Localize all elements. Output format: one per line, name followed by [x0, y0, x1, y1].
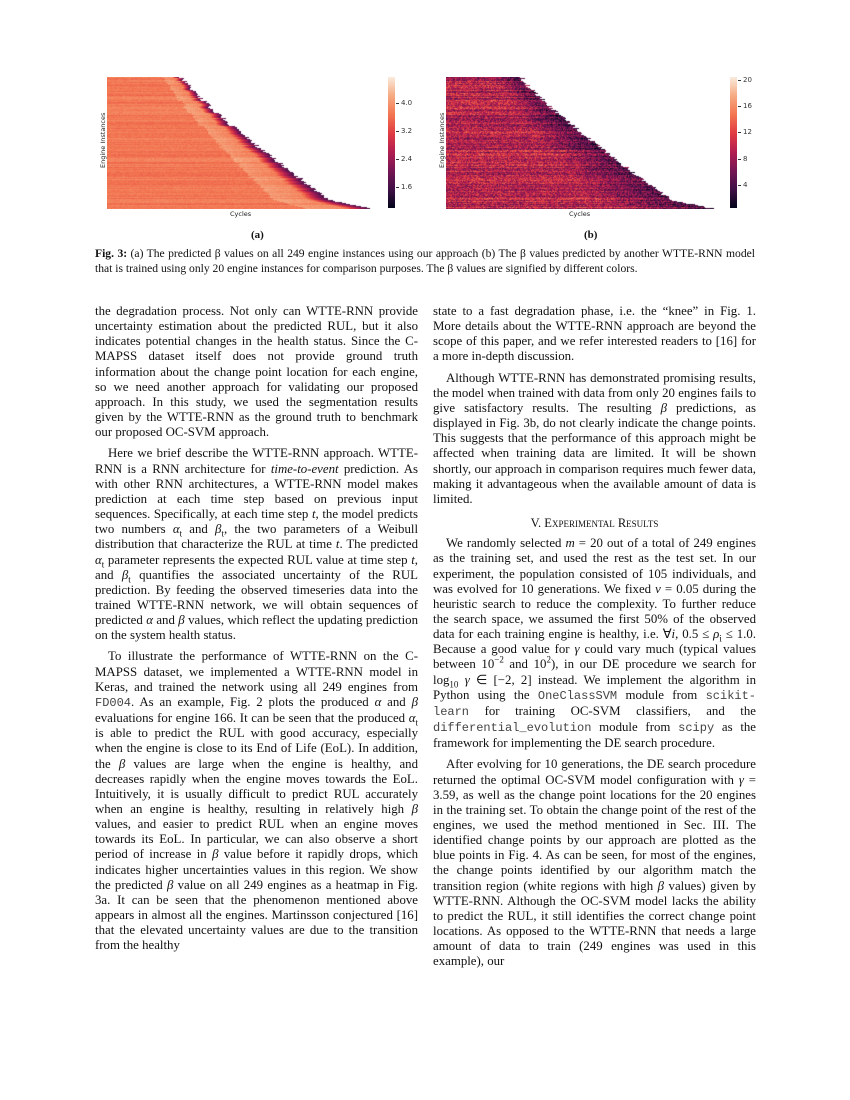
text-run: 10: [449, 679, 459, 690]
text-run: module from: [591, 720, 679, 735]
text-run: β: [212, 847, 219, 862]
caption-text: (a) The predicted β values on all 249 engine instances using our approach (b) The β values predicted by another WTTE-RNN model that is trained using only 20 engine instances for comparison purposes. The β values are signified by different colors.: [95, 247, 755, 275]
heatmap-a: [107, 77, 376, 209]
colorbar-tick: 20: [743, 76, 752, 84]
text-run: t: [415, 717, 418, 728]
text-run: is able to predict the RUL with good accuracy, especially when the engine is close to its End of Life (EoL). In addition, the: [95, 726, 418, 771]
text-run: α: [172, 522, 180, 537]
text-run: β: [215, 522, 222, 537]
text-run: α: [374, 694, 382, 709]
right-column: [433, 304, 756, 976]
text-run: t: [179, 528, 183, 539]
colorbar-tick: 8: [743, 155, 748, 163]
text-run: ≤ 1.0. Because a good value for: [433, 627, 756, 657]
text-run: , and: [95, 552, 418, 582]
text-run: Here we brief describe the WTTE-RNN approach. WTTE-RNN is a RNN architecture for: [95, 446, 418, 476]
paragraph: [95, 446, 418, 643]
colorbar-tick: 3.2: [401, 127, 413, 135]
colorbar-b: [730, 77, 737, 208]
text-run: . As an example, Fig. 2 plots the produced: [131, 694, 375, 709]
code-text: differential_evolution: [433, 721, 592, 736]
text-run: β: [118, 756, 126, 771]
text-run: = 0.05 during the heuristic search to reduce the complexity. To further reduce the search space, we assumed the first 50% of the observed data for each training engine is healthy, i.e. ∀: [433, 581, 756, 642]
text-run: ∈ [−2, 2] instead. We implement the algorithm in Python using the: [433, 672, 756, 702]
text-run: Although WTTE-RNN has demonstrated promising results, the model when trained with data from only 20 engines fails to give satisfactory results. The resulting: [433, 370, 756, 415]
subfigure-label: (a): [251, 229, 264, 241]
text-run: After evolving for 10 generations, the DE search procedure returned the optimal OC-SVM model configuration with: [433, 757, 756, 787]
paragraph: [95, 649, 418, 953]
y-axis-label: Engine Instances: [438, 112, 446, 168]
text-run: i: [671, 627, 676, 642]
text-run: t: [128, 574, 131, 585]
text-run: , the two parameters of a Weibull distribution that characterize the RUL at time: [95, 522, 419, 552]
text-run: time-to-event: [270, 461, 339, 476]
colorbar-tick: 16: [743, 102, 752, 110]
colorbar-tick: 4.0: [401, 99, 413, 107]
y-axis-label: Engine Instances: [99, 112, 107, 168]
colorbar-a: [388, 77, 395, 208]
code-text: FD004: [95, 695, 132, 710]
text-run: −2: [494, 655, 504, 666]
text-run: We randomly selected: [446, 536, 566, 551]
text-run: value on all 249 engines as a heatmap in Fig. 3a. It can be seen that the phenomenon mentioned above appears in almost all the engines. Martinsson conjectured [16] that the elevated uncertainty values are due to the transition from the healthy: [95, 877, 418, 953]
text-run: values) given by WTTE-RNN. Although the OC-SVM model lacks the ability to predict the RUL, it still identifies the correct change point locations. As opposed to the WTTE-RNN that needs a large amount of data to train (249 engines was used in this example), our: [433, 878, 756, 969]
text-run: t: [221, 528, 224, 539]
text-run: evaluations for engine 166. It can be seen that the produced: [95, 711, 409, 726]
text-run: prediction. As with other RNN architectures, a WTTE-RNN model makes prediction at each time step based on previous input sequences. Specifically, at each time step: [95, 461, 418, 522]
subfigure-label: (b): [584, 229, 598, 241]
colorbar-tick: 2.4: [401, 155, 413, 163]
colorbar-tick: 4: [743, 181, 748, 189]
text-run: = 20 out of a total of 249 engines as the training set, and used the rest as the test set. In our experiment, the population consisted of 105 individuals, and was evolved for 10 generations. We fixed: [433, 536, 756, 596]
text-run: ), in our DE procedure we search for log: [433, 657, 756, 687]
text-run: parameter represents the expected RUL value at time step: [104, 552, 412, 567]
text-run: state to a fast degradation phase, i.e. the “knee” in Fig. 1. More details about the WTTE-RNN approach are beyond the scope of this paper, and we refer interested readers to [16] for a more in-depth discussion.: [433, 304, 756, 364]
text-run: and: [381, 694, 412, 709]
text-run: 2: [546, 655, 551, 666]
section-heading: V. Experimental Results: [530, 516, 659, 531]
x-axis-label: Cycles: [569, 210, 591, 218]
text-run: β: [166, 877, 174, 892]
caption-label: Fig. 3:: [95, 247, 128, 260]
text-run: = 3.59, as well as the change point locations for the 20 engines in the training set. To obtain the change point of the rest of the engines, we used the method mentioned in Sec. III. The identified change points by our approach are plotted as the blue points in Fig. 4. As can be seen, for most of the engines, the change points identified by our algorithm match the transition region (white regions with high: [433, 772, 756, 893]
text-run: . The predicted: [339, 537, 418, 552]
text-run: β: [411, 802, 418, 816]
text-run: γ: [738, 772, 744, 787]
text-run: i: [719, 633, 722, 644]
text-run: module from: [617, 687, 706, 702]
heatmap-b: [446, 77, 718, 209]
text-run: α: [95, 552, 102, 567]
text-run: could vary much (typical values between 10: [433, 642, 756, 672]
left-column: [95, 304, 418, 960]
text-run: values, which reflect the updating prediction on the system health status.: [95, 613, 418, 643]
text-run: ν: [655, 581, 661, 596]
text-run: γ: [574, 642, 580, 657]
figure-caption: [95, 246, 755, 276]
text-run: and: [152, 613, 179, 628]
text-run: β: [121, 567, 129, 582]
paragraph: [95, 304, 418, 440]
text-run: values, and easier to predict RUL when an engine moves towards its EoL. In particular, we can also observe a short period of increase in: [95, 817, 418, 862]
text-run: t: [101, 559, 105, 570]
text-run: t: [311, 507, 316, 522]
text-run: for training OC-SVM classifiers, and the: [469, 703, 756, 718]
text-run: ρ: [713, 627, 720, 642]
text-run: β: [178, 613, 185, 628]
code-text: scipy: [678, 721, 715, 736]
colorbar-tick: 12: [743, 128, 752, 136]
text-run: , 0.5 ≤: [675, 627, 714, 642]
text-run: value before it rapidly drops, which indicates higher uncertainties values in this region. We show the predicted: [95, 847, 418, 892]
text-run: m: [565, 536, 575, 551]
paragraph: [433, 371, 756, 507]
code-text: OneClassSVM: [537, 688, 618, 703]
text-run: t: [335, 537, 340, 552]
text-run: predictions, as displayed in Fig. 3b, do not clearly indicate the change points. This suggests that the performance of this approach might be affected when training data are limited. It will be shown shortly, our approach in comparison requires much fewer data, making it advantageous when the available amount of data is limited.: [433, 400, 757, 506]
paragraph: [433, 304, 756, 365]
text-run: To illustrate the performance of WTTE-RNN on the C-MAPSS dataset, we implemented a WTTE-RNN model in Keras, and trained the network using all 249 engines from: [95, 649, 418, 694]
colorbar-tick: 1.6: [401, 183, 413, 191]
text-run: as the framework for implementing the DE search procedure.: [433, 720, 757, 751]
text-run: α: [146, 613, 153, 628]
text-run: quantifies the associated uncertainty of the RUL prediction. By feeding the observed timeseries data into the trained WTTE-RNN network, we will obtain sequences of predicted: [95, 567, 418, 628]
text-run: β: [657, 878, 665, 893]
text-run: β: [411, 694, 418, 709]
text-run: t: [411, 552, 415, 567]
paragraph: [433, 757, 756, 969]
text-run: values are large when the engine is healthy, and decreases rapidly when the engine moves towards the EoL. Intuitively, it is usually difficult to predict RUL accurately when an engine is healthy, resulting in relatively high: [95, 756, 418, 816]
code-text: scikit-learn: [433, 688, 757, 719]
text-run: the degradation process. Not only can WTTE-RNN provide uncertainty estimation about the predicted RUL, but it also indicates potential changes in the health status. Since the C-MAPSS dataset itself does not provide ground truth information about the change point location for each engine, so we need another approach for validating our proposed approach. In this study, we used the segmentation results given by the WTTE-RNN as the ground truth to benchmark our proposed OC-SVM approach.: [95, 304, 418, 440]
text-run: γ: [464, 672, 470, 687]
text-run: , the model predicts two numbers: [95, 507, 418, 537]
text-run: and: [182, 522, 216, 537]
text-run: and 10: [503, 657, 547, 672]
paragraph: [433, 536, 756, 751]
text-run: β: [660, 400, 668, 415]
text-run: α: [408, 711, 416, 726]
x-axis-label: Cycles: [230, 210, 252, 218]
